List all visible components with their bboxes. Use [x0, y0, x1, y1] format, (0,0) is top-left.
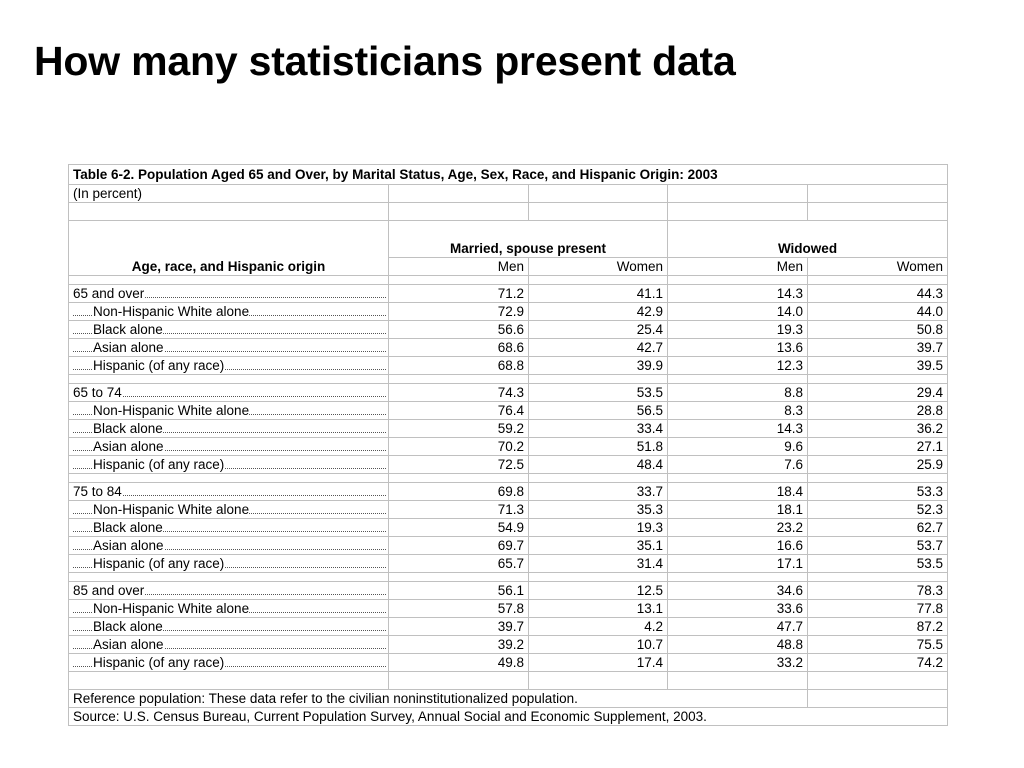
- row-label: [69, 402, 389, 420]
- row-label: [69, 519, 389, 537]
- value-cell: 72.5: [389, 456, 529, 474]
- empty-cell: [808, 474, 948, 483]
- value-cell: 35.1: [529, 537, 668, 555]
- empty-cell: [389, 474, 529, 483]
- group-header-married: Married, spouse present: [389, 221, 668, 258]
- marital-status-table: [68, 164, 948, 726]
- row-label: [69, 303, 389, 321]
- row-label-text: Black alone: [93, 619, 163, 634]
- sub-header-widowed-men: Men: [668, 258, 808, 276]
- value-cell: 65.7: [389, 555, 529, 573]
- value-cell: 53.5: [808, 555, 948, 573]
- value-cell: 52.3: [808, 501, 948, 519]
- value-cell: 16.6: [668, 537, 808, 555]
- row-label-text: Asian alone: [93, 538, 164, 553]
- row-label: [69, 285, 389, 303]
- value-cell: 39.7: [389, 618, 529, 636]
- value-cell: 77.8: [808, 600, 948, 618]
- row-label: [69, 555, 389, 573]
- row-label: [69, 357, 389, 375]
- empty-cell: [808, 672, 948, 690]
- value-cell: 72.9: [389, 303, 529, 321]
- footnote-row: [69, 708, 948, 726]
- value-cell: 53.7: [808, 537, 948, 555]
- empty-cell: [69, 375, 389, 384]
- row-label-text: 85 and over: [73, 583, 145, 598]
- empty-cell: [389, 185, 529, 203]
- value-cell: 12.3: [668, 357, 808, 375]
- row-label: [69, 438, 389, 456]
- group-gap-row: [69, 474, 948, 483]
- slide-title: How many statisticians present data: [34, 38, 736, 84]
- value-cell: 19.3: [529, 519, 668, 537]
- row-label-text: Black alone: [93, 421, 163, 436]
- empty-cell: [529, 276, 668, 285]
- value-cell: 57.8: [389, 600, 529, 618]
- empty-cell: [529, 375, 668, 384]
- empty-cell: [808, 203, 948, 221]
- empty-cell: [668, 672, 808, 690]
- value-cell: 18.1: [668, 501, 808, 519]
- row-label-text: Asian alone: [93, 637, 164, 652]
- spacer-row: [69, 672, 948, 690]
- row-label-text: Non-Hispanic White alone: [93, 601, 250, 616]
- value-cell: 4.2: [529, 618, 668, 636]
- row-label-text: Black alone: [93, 322, 163, 337]
- value-cell: 34.6: [668, 582, 808, 600]
- table-subtitle: (In percent): [69, 185, 389, 203]
- row-header: Age, race, and Hispanic origin: [69, 221, 389, 276]
- footnote-reference: Reference population: These data refer to the civilian noninstitutionalized population.: [69, 690, 808, 708]
- value-cell: 33.4: [529, 420, 668, 438]
- empty-cell: [529, 573, 668, 582]
- value-cell: 17.1: [668, 555, 808, 573]
- value-cell: 68.6: [389, 339, 529, 357]
- value-cell: 78.3: [808, 582, 948, 600]
- empty-cell: [529, 203, 668, 221]
- value-cell: 10.7: [529, 636, 668, 654]
- table-title: Table 6-2. Population Aged 65 and Over, by Marital Status, Age, Sex, Race, and Hispanic Origin: 2003: [69, 165, 948, 185]
- value-cell: 54.9: [389, 519, 529, 537]
- row-label-text: 65 and over: [73, 286, 145, 301]
- row-label: [69, 582, 389, 600]
- empty-cell: [389, 375, 529, 384]
- table-row: [69, 636, 948, 654]
- row-label: [69, 420, 389, 438]
- empty-cell: [69, 573, 389, 582]
- value-cell: 9.6: [668, 438, 808, 456]
- empty-cell: [668, 573, 808, 582]
- value-cell: 39.5: [808, 357, 948, 375]
- table-row: [69, 555, 948, 573]
- value-cell: 71.3: [389, 501, 529, 519]
- value-cell: 42.9: [529, 303, 668, 321]
- row-label: [69, 600, 389, 618]
- row-label-text: Hispanic (of any race): [93, 457, 225, 472]
- empty-cell: [529, 474, 668, 483]
- value-cell: 59.2: [389, 420, 529, 438]
- value-cell: 56.5: [529, 402, 668, 420]
- value-cell: 7.6: [668, 456, 808, 474]
- value-cell: 13.1: [529, 600, 668, 618]
- value-cell: 69.7: [389, 537, 529, 555]
- table-row: [69, 384, 948, 402]
- empty-cell: [389, 573, 529, 582]
- value-cell: 18.4: [668, 483, 808, 501]
- empty-cell: [529, 672, 668, 690]
- value-cell: 44.3: [808, 285, 948, 303]
- empty-cell: [389, 203, 529, 221]
- value-cell: 69.8: [389, 483, 529, 501]
- value-cell: 33.6: [668, 600, 808, 618]
- row-label-text: 65 to 74: [73, 385, 122, 400]
- table-row: [69, 537, 948, 555]
- row-label-text: Asian alone: [93, 439, 164, 454]
- table-subtitle-row: [69, 185, 948, 203]
- value-cell: 75.5: [808, 636, 948, 654]
- value-cell: 76.4: [389, 402, 529, 420]
- value-cell: 19.3: [668, 321, 808, 339]
- row-label: [69, 537, 389, 555]
- value-cell: 53.3: [808, 483, 948, 501]
- sub-header-married-women: Women: [529, 258, 668, 276]
- table-row: [69, 483, 948, 501]
- empty-cell: [668, 185, 808, 203]
- value-cell: 23.2: [668, 519, 808, 537]
- empty-cell: [389, 276, 529, 285]
- value-cell: 29.4: [808, 384, 948, 402]
- table-row: [69, 618, 948, 636]
- row-label-text: Hispanic (of any race): [93, 358, 225, 373]
- value-cell: 68.8: [389, 357, 529, 375]
- row-label-text: Non-Hispanic White alone: [93, 304, 250, 319]
- value-cell: 87.2: [808, 618, 948, 636]
- table-row: [69, 582, 948, 600]
- value-cell: 48.8: [668, 636, 808, 654]
- table-row: [69, 456, 948, 474]
- empty-cell: [69, 203, 389, 221]
- table-row: [69, 303, 948, 321]
- row-label: [69, 654, 389, 672]
- value-cell: 70.2: [389, 438, 529, 456]
- value-cell: 14.3: [668, 285, 808, 303]
- group-header-row: [69, 221, 948, 258]
- group-header-widowed: Widowed: [668, 221, 948, 258]
- row-label: [69, 501, 389, 519]
- row-label: [69, 339, 389, 357]
- value-cell: 12.5: [529, 582, 668, 600]
- row-label: [69, 483, 389, 501]
- row-label-text: Non-Hispanic White alone: [93, 502, 250, 517]
- empty-cell: [808, 276, 948, 285]
- table-row: [69, 321, 948, 339]
- group-gap-row: [69, 375, 948, 384]
- value-cell: 56.6: [389, 321, 529, 339]
- empty-cell: [808, 690, 948, 708]
- table-row: [69, 600, 948, 618]
- value-cell: 62.7: [808, 519, 948, 537]
- table-row: [69, 402, 948, 420]
- value-cell: 39.2: [389, 636, 529, 654]
- row-label-text: Black alone: [93, 520, 163, 535]
- empty-cell: [69, 474, 389, 483]
- row-label: [69, 618, 389, 636]
- empty-cell: [808, 185, 948, 203]
- table-row: [69, 339, 948, 357]
- table-row: [69, 285, 948, 303]
- value-cell: 33.7: [529, 483, 668, 501]
- row-label-text: Hispanic (of any race): [93, 556, 225, 571]
- group-gap-row: [69, 573, 948, 582]
- value-cell: 13.6: [668, 339, 808, 357]
- sub-header-married-men: Men: [389, 258, 529, 276]
- value-cell: 71.2: [389, 285, 529, 303]
- empty-cell: [668, 203, 808, 221]
- value-cell: 28.8: [808, 402, 948, 420]
- value-cell: 50.8: [808, 321, 948, 339]
- value-cell: 17.4: [529, 654, 668, 672]
- value-cell: 8.8: [668, 384, 808, 402]
- row-label-text: Asian alone: [93, 340, 164, 355]
- value-cell: 44.0: [808, 303, 948, 321]
- empty-cell: [389, 672, 529, 690]
- value-cell: 35.3: [529, 501, 668, 519]
- table-row: [69, 357, 948, 375]
- table-row: [69, 420, 948, 438]
- empty-cell: [808, 573, 948, 582]
- group-gap-row: [69, 276, 948, 285]
- empty-cell: [668, 474, 808, 483]
- value-cell: 39.7: [808, 339, 948, 357]
- row-label: [69, 636, 389, 654]
- empty-cell: [808, 375, 948, 384]
- row-label-text: Hispanic (of any race): [93, 655, 225, 670]
- footnote-row: [69, 690, 948, 708]
- empty-cell: [69, 276, 389, 285]
- value-cell: 41.1: [529, 285, 668, 303]
- value-cell: 8.3: [668, 402, 808, 420]
- value-cell: 25.9: [808, 456, 948, 474]
- table-row: [69, 519, 948, 537]
- value-cell: 49.8: [389, 654, 529, 672]
- empty-cell: [668, 276, 808, 285]
- table-row: [69, 438, 948, 456]
- table-row: [69, 654, 948, 672]
- sub-header-widowed-women: Women: [808, 258, 948, 276]
- value-cell: 27.1: [808, 438, 948, 456]
- value-cell: 31.4: [529, 555, 668, 573]
- value-cell: 56.1: [389, 582, 529, 600]
- value-cell: 51.8: [529, 438, 668, 456]
- footnote-source: Source: U.S. Census Bureau, Current Population Survey, Annual Social and Economic Supplement, 2003.: [69, 708, 948, 726]
- row-label-text: 75 to 84: [73, 484, 122, 499]
- value-cell: 14.0: [668, 303, 808, 321]
- row-label: [69, 456, 389, 474]
- value-cell: 48.4: [529, 456, 668, 474]
- row-label: [69, 321, 389, 339]
- row-label-text: Non-Hispanic White alone: [93, 403, 250, 418]
- value-cell: 25.4: [529, 321, 668, 339]
- value-cell: 47.7: [668, 618, 808, 636]
- empty-cell: [668, 375, 808, 384]
- empty-cell: [69, 672, 389, 690]
- value-cell: 33.2: [668, 654, 808, 672]
- value-cell: 39.9: [529, 357, 668, 375]
- row-label: [69, 384, 389, 402]
- spacer-row: [69, 203, 948, 221]
- value-cell: 74.2: [808, 654, 948, 672]
- table-title-row: [69, 165, 948, 185]
- empty-cell: [529, 185, 668, 203]
- value-cell: 74.3: [389, 384, 529, 402]
- table-row: [69, 501, 948, 519]
- value-cell: 14.3: [668, 420, 808, 438]
- value-cell: 42.7: [529, 339, 668, 357]
- value-cell: 53.5: [529, 384, 668, 402]
- value-cell: 36.2: [808, 420, 948, 438]
